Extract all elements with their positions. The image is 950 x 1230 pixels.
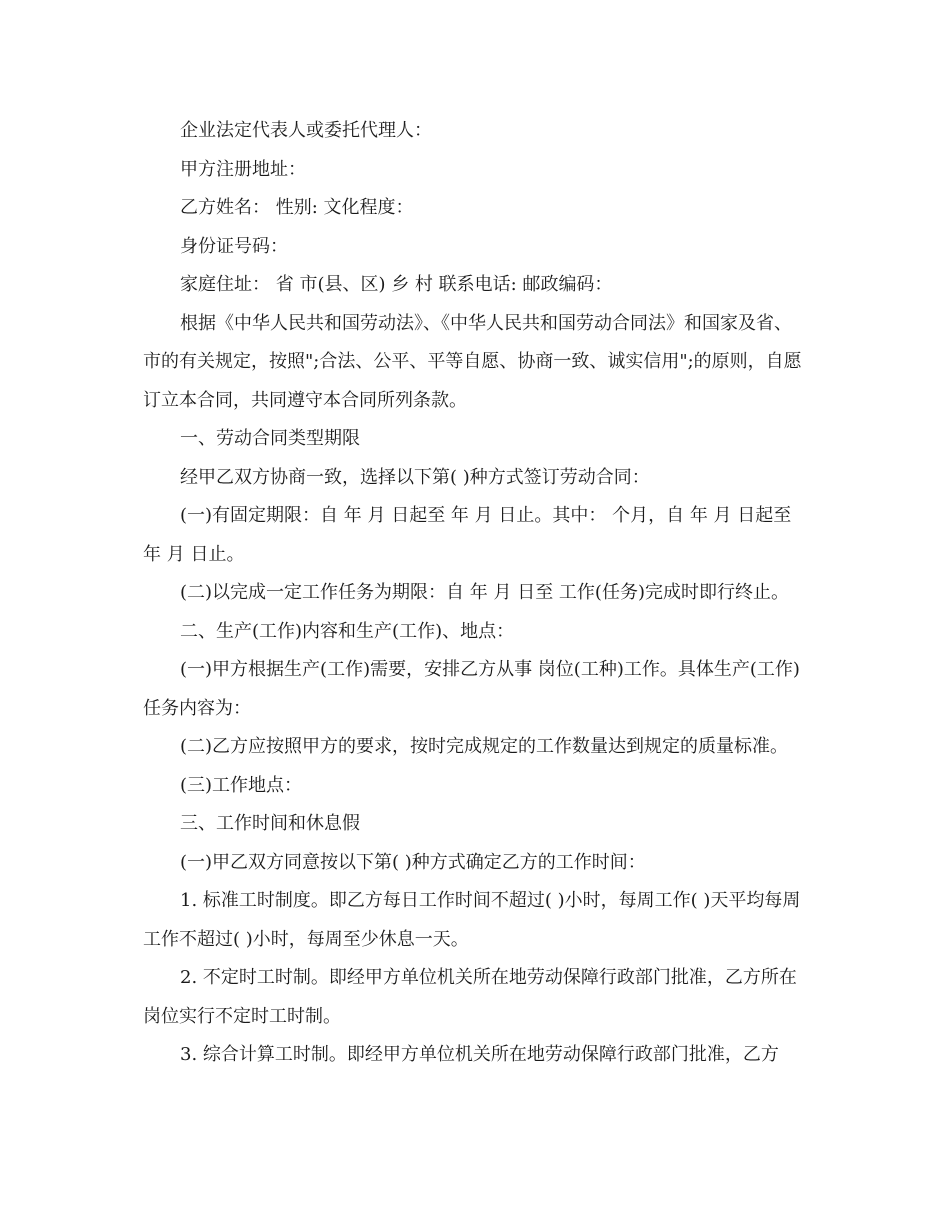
paragraph-task-term: (二)以完成一定工作任务为期限：自 年 月 日至 工作(任务)完成时即行终止。	[180, 582, 789, 603]
paragraph-contract-choice: 经甲乙双方协商一致，选择以下第( )种方式签订劳动合同：	[180, 466, 650, 488]
paragraph-standard-hours: 1. 标准工时制度。即乙方每日工作时间不超过( )小时，每周工作( )天平均每周工作不超过( )小时，每周至少休息一天。	[143, 890, 801, 950]
paragraph-hours-choice: (一)甲乙双方同意按以下第( )种方式确定乙方的工作时间：	[180, 851, 646, 873]
paragraph-work-assignment: (一)甲方根据生产(工作)需要，安排乙方从事 岗位(工种)工作。具体生产(工作)任务内容为：	[143, 659, 800, 719]
paragraph-work-location: (三)工作地点：	[180, 774, 303, 796]
paragraph-legal-representative: 企业法定代表人或委托代理人：	[180, 120, 432, 141]
heading-work-content: 二、生产(工作)内容和生产(工作)、地点：	[180, 620, 515, 642]
paragraph-fixed-term: (一)有固定期限：自 年 月 日起至 年 月 日止。其中： 个月，自 年 月 日起至年 月 日止。	[143, 505, 792, 565]
paragraph-party-b-name: 乙方姓名： 性别: 文化程度：	[180, 197, 414, 218]
paragraph-work-requirements: (二)乙方应按照甲方的要求，按时完成规定的工作数量达到规定的质量标准。	[180, 736, 789, 757]
heading-contract-type: 一、劳动合同类型期限	[180, 428, 360, 449]
paragraph-id-number: 身份证号码：	[180, 235, 288, 257]
paragraph-comprehensive-hours: 3. 综合计算工时制。即经甲方单位机关所在地劳动保障行政部门批准，乙方	[180, 1044, 779, 1065]
paragraph-home-address: 家庭住址： 省 市(县、区) 乡 村 联系电话: 邮政编码：	[180, 274, 613, 295]
heading-working-hours: 三、工作时间和休息假	[180, 813, 360, 834]
paragraph-preamble: 根据《中华人民共和国劳动法》、《中华人民共和国劳动合同法》和国家及省、市的有关规定，按照";合法、公平、平等自愿、协商一致、诚实信用";的原则，自愿订立本合同，共同遵守本合同所列条款。	[143, 312, 802, 411]
paragraph-party-a-address: 甲方注册地址：	[180, 158, 306, 180]
document-body	[143, 112, 808, 1075]
paragraph-flexible-hours: 2. 不定时工时制。即经甲方单位机关所在地劳动保障行政部门批准，乙方所在岗位实行不定时工时制。	[143, 967, 797, 1027]
